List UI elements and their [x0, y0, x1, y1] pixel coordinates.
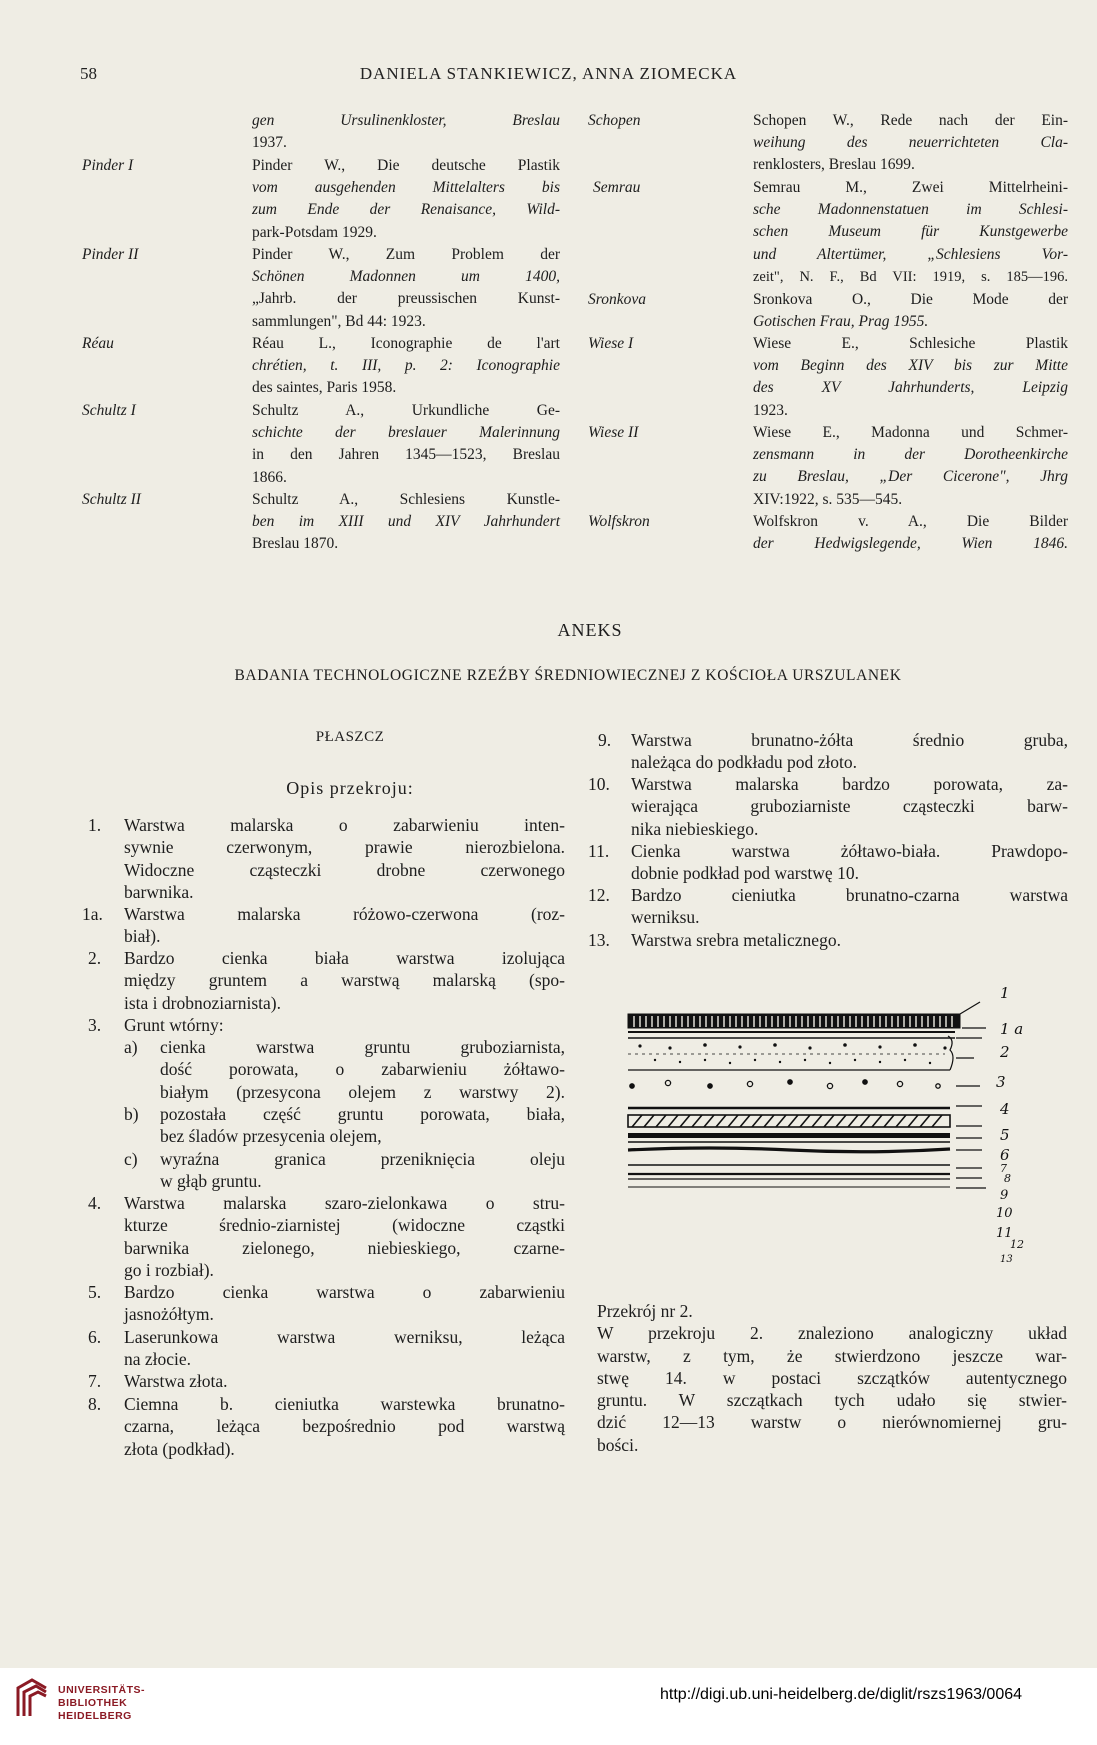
bib-key: Wiese I — [588, 335, 634, 352]
bib-line: des XV Jahrhunderts, Leipzig — [753, 379, 1068, 397]
bib-key: Wiese II — [588, 424, 639, 441]
footer-bar — [0, 1668, 1097, 1745]
bib-line: Schultz A., Urkundliche Ge- — [252, 402, 560, 419]
library-name-line: UNIVERSITÄTS- — [58, 1684, 146, 1696]
bib-line: zeit", N. F., Bd VII: 1919, s. 185—196. — [753, 268, 1068, 285]
figure-label: 2 — [1000, 1043, 1010, 1061]
bib-line: der Hedwigslegende, Wien 1846. — [753, 535, 1068, 553]
section2-heading: Przekrój nr 2. — [597, 1301, 693, 1321]
figure-label: 1 a — [1000, 1020, 1024, 1038]
bib-line: zensmann in der Dorotheenkirche — [753, 446, 1068, 464]
bib-entry — [252, 244, 560, 333]
bib-entry — [753, 511, 1068, 555]
library-name-line: BIBLIOTHEK — [58, 1697, 128, 1709]
figure-label: 6 — [1000, 1146, 1010, 1164]
bib-line: und Altertümer, „Schlesiens Vor- — [753, 245, 1068, 263]
section2-line: stwę 14. w postaci szczątków autentycznego — [597, 1367, 1067, 1388]
bib-entry — [753, 333, 1068, 422]
bib-line: in den Jahren 1345—1523, Breslau — [252, 446, 560, 464]
bib-line: Schopen W., Rede nach der Ein- — [753, 112, 1068, 129]
bib-line: 1923. — [753, 401, 788, 419]
section-heading: PŁASZCZ — [315, 729, 385, 745]
description-heading: Opis przekroju: — [286, 778, 414, 798]
bib-line: chrétien, t. III, p. 2: Iconographie — [252, 357, 560, 375]
bib-entry — [252, 489, 560, 556]
figure-label: 5 — [1000, 1126, 1010, 1144]
bib-line: ben im XIII und XIV Jahrhundert — [252, 513, 560, 531]
running-head: DANIELA STANKIEWICZ, ANNA ZIOMECKA — [359, 64, 738, 83]
layer-4-dots — [630, 1080, 940, 1089]
bib-line: sche Madonnenstatuen im Schlesi- — [753, 201, 1068, 219]
bib-line: Sronkova O., Die Mode der — [753, 291, 1068, 308]
bib-line: Schönen Madonnen um 1400, — [252, 268, 560, 286]
bib-key: Schopen — [588, 112, 641, 129]
section2-line: warstw, z tym, że stwierdzono jeszcze war- — [597, 1345, 1067, 1366]
layer-9-line — [628, 1148, 950, 1152]
bib-line: schen Museum für Kunstgewerbe — [753, 223, 1068, 241]
bib-line: Pinder W., Zum Problem der — [252, 246, 560, 263]
bib-line: vom ausgehenden Mittelalters bis — [252, 179, 560, 197]
layer-3-brace — [948, 1036, 953, 1070]
bib-key: Schultz I — [82, 402, 136, 419]
figure-label: 11 — [996, 1226, 1013, 1241]
bib-line: XIV:1922, s. 535—545. — [753, 490, 903, 508]
bib-line: zu Breslau, „Der Cicerone", Jhrg — [753, 468, 1068, 486]
section2-line: W przekroju 2. znaleziono analogiczny układ — [597, 1323, 1067, 1344]
library-name — [58, 1684, 145, 1723]
figure-label: 10 — [996, 1206, 1013, 1221]
figure-label: 3 — [996, 1073, 1006, 1091]
bib-line: des saintes, Paris 1958. — [252, 379, 397, 397]
bib-line: Breslau 1870. — [252, 535, 339, 553]
bib-entry — [252, 400, 560, 489]
bib-line: Wiese E., Schlesiche Plastik — [753, 335, 1068, 352]
bib-key: Pinder II — [82, 246, 139, 263]
bib-key: Pinder I — [82, 157, 134, 174]
bib-entry — [753, 422, 1068, 511]
bib-key: Sronkova — [588, 291, 646, 308]
bib-key: Semrau — [593, 179, 641, 196]
bib-line: zum Ende der Renaisance, Wild- — [252, 201, 560, 219]
bib-line: 1866. — [252, 468, 287, 486]
bib-line: Semrau M., Zwei Mittelrheini- — [753, 179, 1068, 196]
bib-entry — [252, 155, 560, 244]
bib-line: Wiese E., Madonna und Schmer- — [753, 424, 1068, 441]
page-number: 58 — [80, 64, 97, 83]
bib-line: sammlungen", Bd 44: 1923. — [252, 312, 426, 330]
bib-key: Réau — [82, 335, 114, 352]
figure-label: 4 — [1000, 1100, 1010, 1118]
library-name-line: HEIDELBERG — [58, 1710, 132, 1722]
bib-line: gen Ursulinenkloster, Breslau — [252, 112, 560, 129]
bib-entry — [753, 110, 1068, 177]
bib-line: Schultz A., Schlesiens Kunstle- — [252, 491, 560, 508]
figure-label: 1 — [1000, 984, 1010, 1002]
bib-line: Réau L., Iconographie de l'art — [252, 335, 560, 352]
bib-key: Wolfskron — [588, 513, 650, 530]
figure-label: 13 — [1000, 1254, 1013, 1265]
bib-line: renklosters, Breslau 1699. — [753, 156, 915, 174]
library-logo-icon — [12, 1676, 52, 1722]
bib-entry — [753, 177, 1068, 288]
figure-label: 9 — [1000, 1188, 1009, 1203]
bib-line: 1937. — [252, 134, 287, 152]
bib-line: vom Beginn des XIV bis zur Mitte — [753, 357, 1068, 375]
figure-label: 12 — [1010, 1238, 1024, 1251]
bib-entry — [753, 289, 1068, 333]
leader-lines — [956, 1002, 986, 1188]
bib-entry — [252, 110, 560, 154]
figure-label: 8 — [1004, 1172, 1011, 1185]
bib-line: weihung des neuerrichteten Cla- — [753, 134, 1068, 152]
figure-label: 7 — [1000, 1162, 1007, 1175]
layer-7-band — [628, 1133, 950, 1138]
section2 — [597, 1300, 1067, 1456]
bib-line: Pinder W., Die deutsche Plastik — [252, 157, 560, 174]
bib-entry — [252, 333, 560, 400]
aneks-subtitle: BADANIA TECHNOLOGICZNE RZEŹBY ŚREDNIOWIECZNEJ Z KOŚCIOŁA URSZULANEK — [234, 667, 902, 684]
layer-6-hatch — [632, 1115, 942, 1127]
bib-line: park-Potsdam 1929. — [252, 223, 377, 241]
section2-line: gruntu. W szczątkach tych udało się stwier- — [597, 1390, 1067, 1411]
bib-key: Schultz II — [82, 491, 141, 508]
section2-line: dzić 12—13 warstw o nierównomiernej gru- — [597, 1412, 1067, 1433]
bib-line: Wolfskron v. A., Die Bilder — [753, 513, 1068, 530]
source-url-link[interactable]: http://digi.ub.uni-heidelberg.de/diglit/rszs1963/0064 — [660, 1686, 1023, 1703]
section2-line: bości. — [597, 1434, 639, 1455]
aneks-title: ANEKS — [557, 620, 623, 640]
bib-line: schichte der breslauer Malerinnung — [252, 424, 560, 442]
bib-line: „Jahrb. der preussischen Kunst- — [252, 290, 560, 308]
scanned-page: 58 DANIELA STANKIEWICZ, ANNA ZIOMECKA gen Ursulinenkloster, Breslau 1937. Pinder I Pinder W., Die deutsche Plastik vom ausgehenden Mittelalters bis zum Ende der Renaisance, Wild- park-Potsdam 1929. Pinder II Pinder W., Zum Problem der Schönen Madonnen um 1400, „Jahrb. der preussischen Kunst- sammlungen", Bd 44: 1923. Réau Réau L., Iconographie de l'art chrétien, t. III, p. 2: Iconographie des saintes, Paris 1958. Schultz I Schultz A., Urkundliche Ge- schichte der breslauer Malerinnung in den Jahren 1345—1523, Breslau 1866. Schultz II Schultz A., Schlesiens Kunstle- ben im XIII und XIV Jahrhundert Breslau 1870. Schopen Schopen W., Rede nach der Ein- weihung des neuerrichteten Cla- renklosters, Breslau 1699. Semrau Semrau M., Zwei Mittelrheini- sche Madonnenstatuen im Schlesi- schen Museum für Kunstgewerbe und Altertümer, „Schlesiens Vor- zeit", N. F., Bd VII: 1919, s. 185—196. Sronkova Sronkova O., Die Mode der Gotischen Frau, Prag 1955. Wiese I Wiese E., Schlesiche Plastik vom Beginn des XIV bis zur Mitte des XV Jahrhunderts, Leipzig 1923. Wiese II Wiese E., Madonna und Schmer- zensmann in der Dorotheenkirche zu Breslau, „Der Cicerone", Jhrg XIV:1922, s. 535—545. Wolfskron Wolfskron v. A., Die Bilder der Hedwigslegende, Wien 1846. ANEKS BADANIA TECHNOLOGICZNE RZEŹBY ŚREDNIOWIECZNEJ Z KOŚCIOŁA URSZULANEK PŁASZCZ Opis przekroju: 1. Warstwa malarska o zabarwieniu inten- sywnie czerwonym, prawie nierozbielona. Widoczne cząsteczki drobne czerwonego barwnika. 1a. Warstwa malarska różowo-czerwona (roz- biał). 2. Bardzo cienka biała warstwa izolująca między gruntem a warstwą malarską (spo- ista i drobnoziarnista). 3. Grunt wtórny: a) cienka warstwa gruntu gruboziarnista, dość porowata, o zabarwieniu żółtawo- białym (przesycona olejem z warstwy 2). b) pozostała część gruntu porowata, biała, bez śladów przesycenia olejem, c) wyraźna granica przeniknięcia oleju w głąb gruntu. 4. Warstwa malarska szaro-zielonkawa o stru- kturze średnio-ziarnistej (widoczne cząstki barwnika zielonego, niebieskiego, czarne- go i rozbiał). 5. Bardzo cienka warstwa o zabarwieniu jasnożółtym. 6. Laserunkowa warstwa werniksu, leżąca na złocie. 7. Warstwa złota. 8. Ciemna b. cieniutka warstewka brunatno- czarna, leżąca bezpośrednio pod warstwą złota (podkład). 9. Warstwa brunatno-żółta średnio gruba, należąca do podkładu pod złoto. 10. Warstwa malarska bardzo porowata, za- wierająca gruboziarniste cząsteczki barw- nika niebieskiego. 11. Cienka warstwa żółtawo-biała. Prawdopo- dobnie podkład pod warstwę 10. 12. Bardzo cieniutka brunatno-czarna warstwa werniksu. 13. Warstwa srebra metalicznego. 1 1 a 2 3 4 5 6 7 8 9 10 11 12 13 Przekrój nr 2. W przekroju 2. znaleziono analogiczny układ warstw, z tym, że stwierdzono jeszcze war- stwę 14. w postaci szczątków autentycznego gruntu. W szczątkach tych udało się stwier- dzić 12—13 warstw o nierównomiernej gru- bości. — [0, 0, 1097, 1668]
bib-line: Gotischen Frau, Prag 1955. — [753, 313, 929, 331]
